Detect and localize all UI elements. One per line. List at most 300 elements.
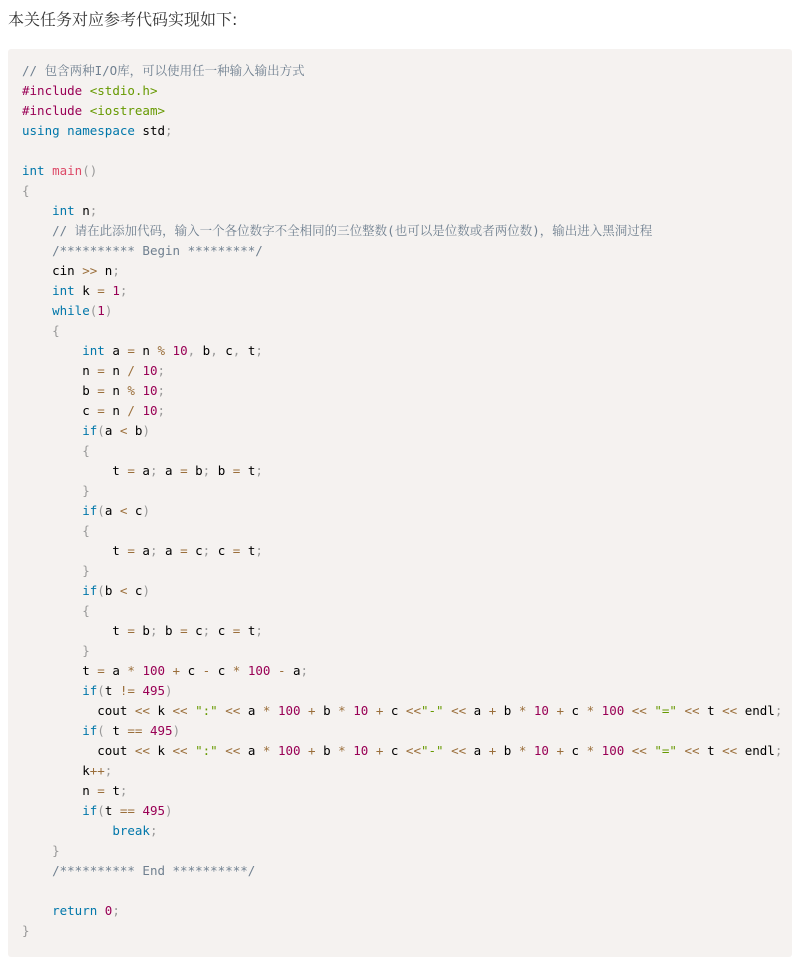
code-line	[22, 461, 782, 481]
code-line	[22, 321, 782, 341]
code-token-punct: }	[82, 483, 90, 498]
code-token-punct: )	[142, 583, 150, 598]
code-token-operator: <	[119, 583, 128, 598]
code-line	[22, 161, 782, 181]
code-token-plain	[22, 563, 82, 578]
code-token-plain	[165, 663, 173, 678]
code-token-operator: =	[232, 623, 241, 638]
code-token-plain: n	[22, 363, 98, 378]
code-line	[22, 81, 782, 101]
code-token-operator: =	[127, 543, 135, 558]
code-token-punct: ,	[232, 343, 241, 358]
code-token-punct: {	[82, 603, 90, 618]
code-token-operator: %	[127, 383, 135, 398]
code-token-string: <iostream>	[89, 103, 166, 118]
code-token-operator: <<	[684, 703, 700, 718]
code-token-number: 1	[97, 303, 105, 318]
code-line	[22, 301, 782, 321]
code-line	[22, 881, 782, 901]
code-token-plain	[444, 743, 452, 758]
code-line	[22, 781, 782, 801]
code-token-punct: (	[89, 303, 98, 318]
code-line	[22, 601, 782, 621]
code-token-operator: <<	[225, 743, 241, 758]
code-token-plain: c	[383, 703, 406, 718]
code-token-operator: ++	[89, 763, 105, 778]
code-token-plain	[549, 703, 557, 718]
code-token-punct: }	[82, 643, 90, 658]
code-token-plain	[22, 803, 82, 818]
code-token-operator: =	[127, 463, 135, 478]
code-token-plain	[22, 503, 82, 518]
code-token-plain	[22, 843, 52, 858]
code-token-plain: b	[187, 463, 203, 478]
code-token-punct: ;	[255, 343, 263, 358]
code-token-punct: (	[97, 803, 105, 818]
code-token-plain: c	[127, 583, 143, 598]
code-token-keyword: return	[52, 903, 98, 918]
code-token-operator: =	[97, 403, 105, 418]
code-token-punct: {	[82, 523, 90, 538]
code-token-operator: =	[97, 363, 105, 378]
code-line	[22, 401, 782, 421]
code-token-punct: )	[172, 723, 181, 738]
code-token-number: 100	[142, 663, 166, 678]
code-token-operator: *	[586, 703, 595, 718]
code-token-operator: +	[308, 703, 316, 718]
code-block	[8, 49, 792, 957]
code-token-punct: ,	[187, 343, 196, 358]
code-token-plain	[301, 703, 309, 718]
code-token-operator: =	[232, 463, 241, 478]
code-line	[22, 181, 782, 201]
code-token-string: "-"	[420, 703, 444, 718]
code-token-number: 10	[142, 383, 158, 398]
code-token-operator: =	[180, 463, 188, 478]
code-token-number: 10	[533, 743, 549, 758]
code-token-operator: *	[518, 703, 527, 718]
code-token-plain: a	[157, 463, 181, 478]
code-token-plain: a	[104, 343, 128, 358]
code-token-plain	[270, 663, 278, 678]
code-token-plain	[22, 603, 82, 618]
code-token-plain: b	[210, 463, 233, 478]
code-token-operator: %	[157, 343, 166, 358]
code-token-punct: (	[97, 683, 105, 698]
code-line	[22, 61, 782, 81]
code-token-operator: +	[556, 743, 565, 758]
code-token-operator: =	[232, 543, 241, 558]
code-token-plain: c	[180, 663, 203, 678]
code-token-punct: ;	[255, 543, 263, 558]
code-token-plain: a	[285, 663, 301, 678]
code-token-plain	[270, 743, 278, 758]
code-line	[22, 581, 782, 601]
code-token-plain	[301, 743, 309, 758]
code-token-plain	[526, 703, 534, 718]
code-token-punct: ;	[202, 543, 211, 558]
code-token-plain	[22, 203, 52, 218]
code-token-plain: cin	[22, 263, 83, 278]
code-line	[22, 421, 782, 441]
code-token-punct: ;	[300, 663, 309, 678]
code-token-punct: ;	[149, 543, 158, 558]
code-token-plain	[594, 743, 602, 758]
code-token-number: 10	[353, 703, 369, 718]
code-token-plain: a	[134, 463, 150, 478]
code-token-comment: // 请在此添加代码，输入一个各位数字不全相同的三位整数(也可以是位数或者两位数)，输出进入黑洞过程	[52, 223, 653, 238]
code-token-keyword: namespace	[67, 123, 135, 138]
code-token-number: 100	[277, 703, 301, 718]
intro-text: 本关任务对应参考代码实现如下:	[8, 10, 238, 29]
code-token-plain	[188, 743, 196, 758]
code-token-plain	[22, 223, 52, 238]
code-token-operator: *	[262, 743, 271, 758]
code-token-plain	[82, 103, 90, 118]
code-token-punct: ;	[157, 363, 166, 378]
code-token-plain: c	[22, 403, 98, 418]
code-token-punct: ;	[157, 403, 166, 418]
code-token-keyword: if	[82, 423, 98, 438]
code-token-plain: cout	[22, 743, 135, 758]
code-line	[22, 741, 782, 761]
code-token-punct: ;	[112, 263, 120, 278]
code-token-plain: std	[134, 123, 166, 138]
code-token-plain: endl	[737, 703, 775, 718]
code-token-punct: ,	[210, 343, 218, 358]
code-line	[22, 241, 782, 261]
code-token-keyword: if	[82, 683, 98, 698]
code-token-plain	[22, 323, 52, 338]
code-token-keyword: if	[82, 723, 98, 738]
code-token-plain: n	[134, 343, 158, 358]
code-token-operator: +	[308, 743, 316, 758]
code-token-plain	[45, 163, 53, 178]
code-token-keyword: int	[52, 283, 75, 298]
code-token-plain: k	[74, 283, 98, 298]
code-token-plain: c	[210, 623, 233, 638]
code-token-plain	[368, 743, 376, 758]
code-token-punct: ;	[149, 463, 158, 478]
code-token-plain	[22, 523, 82, 538]
code-token-operator: <<	[405, 743, 421, 758]
code-token-plain	[22, 823, 112, 838]
code-token-operator: <	[119, 503, 128, 518]
code-token-plain	[22, 303, 52, 318]
code-token-punct: (	[97, 503, 105, 518]
code-token-operator: ==	[119, 803, 135, 818]
code-token-plain	[444, 703, 452, 718]
code-token-number: 495	[142, 683, 166, 698]
code-token-punct: {	[22, 183, 30, 198]
code-token-keyword: break	[112, 823, 150, 838]
code-token-plain: c	[217, 343, 233, 358]
code-token-operator: +	[556, 703, 565, 718]
code-token-plain: n	[22, 783, 98, 798]
code-line	[22, 441, 782, 461]
code-token-punct: (	[97, 723, 105, 738]
code-token-number: 100	[601, 743, 625, 758]
code-token-plain: a	[466, 703, 489, 718]
code-token-punct: )	[165, 803, 173, 818]
code-token-macro: #include	[22, 83, 83, 98]
code-token-operator: =	[127, 343, 135, 358]
code-line	[22, 201, 782, 221]
code-token-keyword: if	[82, 503, 98, 518]
code-token-plain: c	[564, 743, 587, 758]
code-token-plain: k	[149, 703, 173, 718]
code-token-punct: ;	[255, 623, 263, 638]
code-token-plain: b	[104, 583, 120, 598]
code-token-punct: )	[104, 303, 113, 318]
code-token-plain: t	[104, 723, 128, 738]
code-line	[22, 761, 782, 781]
code-line	[22, 921, 782, 941]
code-token-punct: ;	[202, 463, 211, 478]
code-line	[22, 661, 782, 681]
code-token-plain	[82, 83, 90, 98]
code-token-operator: +	[172, 663, 181, 678]
code-token-macro: #include	[22, 103, 83, 118]
code-token-string: "="	[654, 703, 677, 718]
code-token-keyword: int	[22, 163, 45, 178]
code-token-operator: +	[488, 743, 497, 758]
code-token-plain: b	[496, 743, 519, 758]
code-token-operator: -	[202, 663, 211, 678]
code-token-plain: b	[315, 743, 339, 758]
code-token-punct: }	[82, 563, 90, 578]
code-token-punct: ;	[149, 823, 158, 838]
code-line	[22, 641, 782, 661]
code-content	[22, 61, 782, 941]
code-token-number: 10	[533, 703, 549, 718]
code-token-operator: >>	[82, 263, 98, 278]
code-token-operator: <<	[722, 743, 738, 758]
code-token-punct: ;	[104, 763, 113, 778]
code-token-plain	[97, 903, 105, 918]
code-token-plain: c	[187, 543, 203, 558]
code-token-plain	[526, 743, 534, 758]
code-token-plain	[270, 703, 278, 718]
code-token-plain: t	[240, 343, 256, 358]
code-line	[22, 281, 782, 301]
code-token-operator: ==	[127, 723, 143, 738]
code-token-plain: a	[134, 543, 150, 558]
code-token-punct: ;	[165, 123, 173, 138]
code-token-keyword: while	[52, 303, 90, 318]
code-token-operator: +	[488, 703, 497, 718]
code-line	[22, 701, 782, 721]
code-token-operator: *	[518, 743, 527, 758]
code-token-comment: /********** End **********/	[52, 863, 256, 878]
code-token-punct: ;	[119, 283, 128, 298]
code-line	[22, 841, 782, 861]
code-token-operator: +	[375, 743, 384, 758]
code-token-plain: t	[22, 663, 98, 678]
code-token-plain: b	[496, 703, 519, 718]
code-token-operator: *	[586, 743, 595, 758]
code-token-plain: a	[466, 743, 489, 758]
code-token-number: 100	[601, 703, 625, 718]
code-token-operator: <<	[172, 703, 188, 718]
code-token-plain: n	[104, 383, 128, 398]
code-token-keyword: if	[82, 803, 98, 818]
code-token-plain	[188, 703, 196, 718]
code-token-comment: // 包含两种I/O库，可以使用任一种输入输出方式	[22, 63, 305, 78]
code-line	[22, 541, 782, 561]
code-line	[22, 721, 782, 741]
code-token-plain: t	[104, 783, 120, 798]
code-token-string: ":"	[195, 703, 218, 718]
code-token-plain	[22, 483, 82, 498]
code-token-plain	[165, 343, 173, 358]
code-token-number: 100	[247, 663, 271, 678]
code-token-plain: t	[699, 703, 723, 718]
code-token-plain	[22, 343, 82, 358]
code-token-operator: <<	[225, 703, 241, 718]
code-token-plain: t	[699, 743, 723, 758]
code-token-plain	[22, 283, 52, 298]
code-token-plain: b	[134, 623, 150, 638]
code-token-plain: c	[383, 743, 406, 758]
code-token-plain	[594, 703, 602, 718]
code-token-string: ":"	[195, 743, 218, 758]
code-token-plain	[624, 703, 632, 718]
code-line	[22, 481, 782, 501]
code-token-plain: t	[22, 463, 128, 478]
code-token-plain: t	[240, 463, 256, 478]
code-token-plain: t	[104, 683, 120, 698]
code-token-number: 0	[104, 903, 113, 918]
code-token-function: main	[52, 163, 83, 178]
code-token-plain: a	[104, 503, 120, 518]
code-token-plain	[22, 423, 82, 438]
code-token-plain: k	[22, 763, 90, 778]
code-line	[22, 101, 782, 121]
code-line	[22, 141, 782, 161]
code-token-number: 100	[277, 743, 301, 758]
code-token-keyword: using	[22, 123, 60, 138]
code-token-operator: <<	[172, 743, 188, 758]
code-token-operator: *	[232, 663, 241, 678]
code-token-plain: c	[127, 503, 143, 518]
code-line	[22, 381, 782, 401]
code-token-plain: n	[104, 403, 128, 418]
code-token-plain: n	[104, 363, 128, 378]
code-token-operator: /	[127, 403, 135, 418]
code-token-operator: <<	[451, 703, 467, 718]
code-token-plain	[624, 743, 632, 758]
code-token-punct: ;	[774, 703, 783, 718]
code-token-punct: )	[142, 503, 150, 518]
code-token-plain	[22, 583, 82, 598]
code-token-operator: =	[97, 663, 105, 678]
code-token-punct: ;	[149, 623, 158, 638]
code-token-operator: -	[277, 663, 286, 678]
code-token-number: 495	[142, 803, 166, 818]
code-token-punct: )	[165, 683, 173, 698]
code-token-punct: {	[52, 323, 60, 338]
code-token-plain: a	[240, 703, 263, 718]
code-line	[22, 521, 782, 541]
code-token-operator: <	[119, 423, 128, 438]
code-token-operator: =	[127, 623, 135, 638]
code-token-operator: !=	[119, 683, 135, 698]
code-token-punct: (	[97, 423, 105, 438]
code-token-operator: *	[338, 703, 346, 718]
code-token-operator: <<	[684, 743, 700, 758]
code-line	[22, 221, 782, 241]
code-line	[22, 501, 782, 521]
code-line	[22, 121, 782, 141]
code-token-operator: <<	[405, 703, 421, 718]
code-line	[22, 341, 782, 361]
code-token-plain	[22, 683, 82, 698]
code-token-punct: {	[82, 443, 90, 458]
code-token-operator: =	[180, 623, 188, 638]
code-token-punct: ;	[89, 203, 98, 218]
code-line	[22, 821, 782, 841]
code-token-plain: c	[564, 703, 587, 718]
code-token-operator: /	[127, 363, 135, 378]
code-token-operator: =	[97, 283, 105, 298]
code-token-plain: c	[210, 543, 233, 558]
code-token-operator: <<	[134, 703, 150, 718]
code-token-plain: c	[210, 663, 233, 678]
code-token-plain	[22, 643, 82, 658]
code-token-string: "="	[654, 743, 677, 758]
code-token-plain: t	[240, 623, 256, 638]
code-token-operator: +	[375, 703, 384, 718]
code-token-operator: *	[338, 743, 346, 758]
code-token-plain: b	[195, 343, 211, 358]
code-token-plain: a	[104, 663, 128, 678]
code-token-plain: a	[240, 743, 263, 758]
code-token-operator: =	[97, 383, 105, 398]
code-token-punct: )	[142, 423, 150, 438]
code-line	[22, 801, 782, 821]
code-token-punct: }	[52, 843, 60, 858]
code-token-punct: (	[97, 583, 105, 598]
code-token-number: 10	[142, 403, 158, 418]
code-token-keyword: int	[82, 343, 105, 358]
code-line	[22, 681, 782, 701]
code-token-number: 1	[112, 283, 120, 298]
code-line	[22, 561, 782, 581]
code-token-plain: a	[104, 423, 120, 438]
code-token-plain: b	[315, 703, 339, 718]
code-token-plain: n	[97, 263, 113, 278]
code-token-number: 10	[172, 343, 188, 358]
code-token-operator: <<	[451, 743, 467, 758]
code-token-operator: <<	[722, 703, 738, 718]
code-token-number: 10	[353, 743, 369, 758]
code-token-plain: t	[240, 543, 256, 558]
code-token-punct: ;	[202, 623, 211, 638]
code-token-punct: ;	[112, 903, 120, 918]
code-token-operator: *	[262, 703, 271, 718]
code-token-plain: t	[104, 803, 120, 818]
code-token-number: 10	[142, 363, 158, 378]
code-token-comment: /********** Begin *********/	[52, 243, 263, 258]
code-token-punct: ;	[255, 463, 263, 478]
code-token-string: "-"	[420, 743, 444, 758]
code-token-operator: <<	[631, 703, 647, 718]
code-line	[22, 621, 782, 641]
code-token-plain: t	[22, 543, 128, 558]
code-token-plain: b	[127, 423, 143, 438]
code-token-plain	[142, 723, 150, 738]
